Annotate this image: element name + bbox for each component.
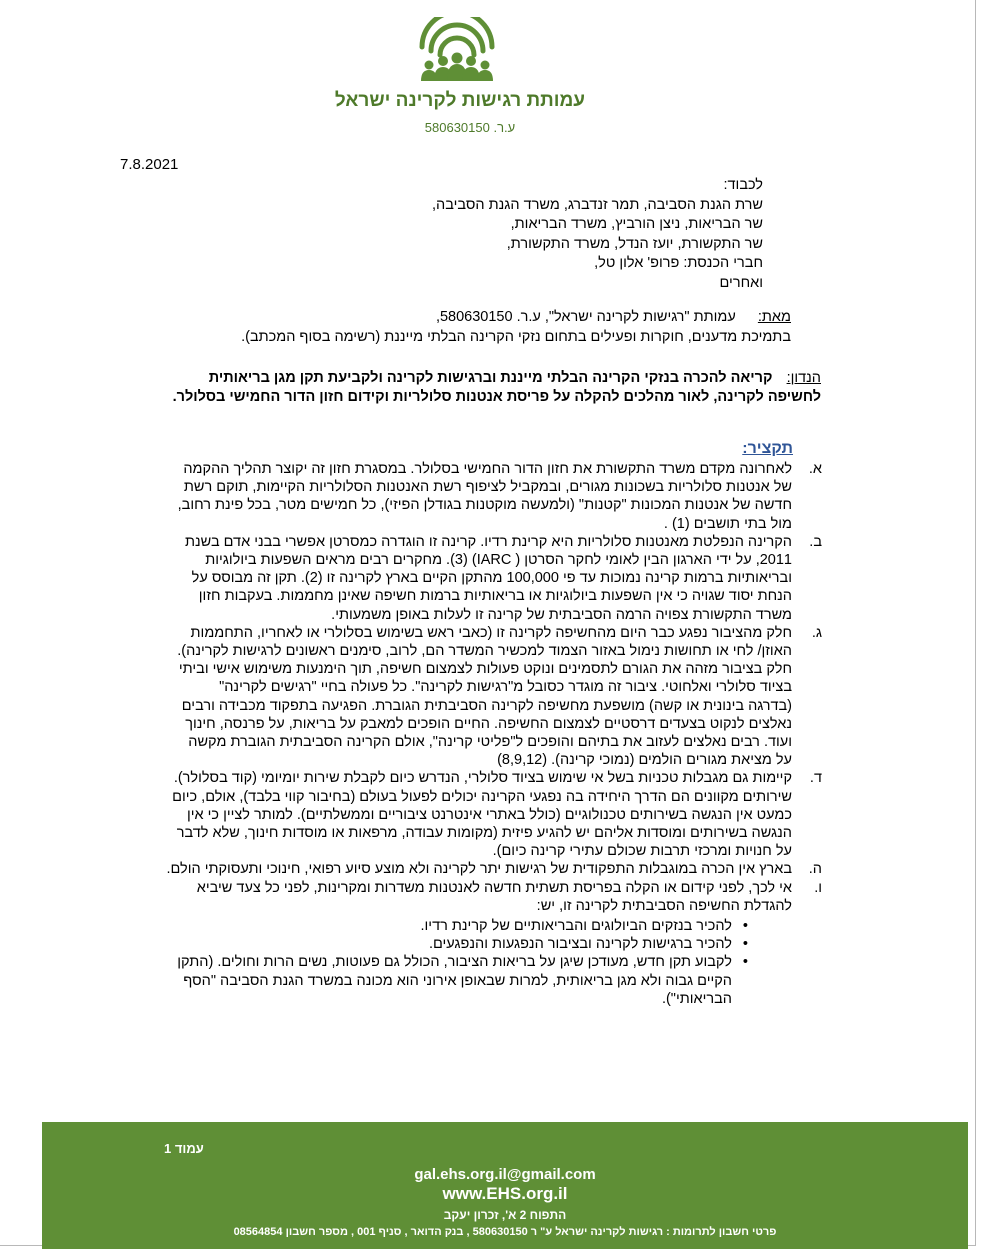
- item-text-line: חלק מהציבור נפגע כבר היום מהחשיפה לקרינה זו (כאבי ראש בשימוש בסלולרי או לאחריו, התחממות: [190, 624, 792, 641]
- item-text-line: 2011, על ידי הארגון הבין לאומי לחקר הסרטן ( IARC) (3). מחקרים רבים מראים השפעות ביולוגיות: [205, 552, 792, 569]
- item-text-line: האוזן/ לחי או תחושות נימול באזור הצמוד למכשיר המשדר הם, לרוב, סימנים ראשונים לרגישות לקרינה).: [177, 643, 792, 660]
- item-text-line: כמעט אין הנגשה בשירותים טכנולוגיים (כולל באתרי אינטרנט ציבוריים וממשלתיים). למותר לציין כי אין: [187, 806, 792, 823]
- from-text: עמותת "רגישות לקרינה ישראל", ע.ר. 580630150,: [435, 309, 736, 325]
- from-support: בתמיכת מדענים, חוקרות ופעילים בתחום נזקי הקרינה הבלתי מייננת (רשימה בסוף המכתב).: [241, 328, 791, 345]
- recipient-line: חברי הכנסת: פרופ' אלון טל,: [594, 255, 763, 271]
- bullet-list: [100, 917, 792, 1008]
- summary-item: [100, 879, 822, 1008]
- item-text-line: לאחרונה מקדם משרד התקשורת את חזון הדור החמישי בסלולר. במסגרת חזון זה יקוצר תהליך ההקמה: [183, 461, 792, 477]
- item-text-line: על מציאת מגורים הולמים (נמוכי קרינה). (8,9,12): [497, 752, 792, 769]
- item-marker: א.: [808, 461, 822, 477]
- bullet-text-line: • לקבוע תקן חדש, מעודכן שיגן על בריאות הציבור, הכולל גם פעוטות, נשים הרות וחולים. (התקן: [177, 954, 732, 971]
- item-text-line: קיימות גם מגבלות טכניות בשל אי שימוש בציוד סלולרי, הנדרש כיום לקבלת שירות יומיומי (קוד בסלולר).: [173, 770, 792, 787]
- recipient-line: שר התקשורת, יועז הנדל, משרד התקשורת,: [506, 235, 763, 252]
- subject-block: [101, 369, 821, 407]
- item-text-line: שירותים מקוונים הם הדרך היחידה בה נפגעי הקרינה יכולים לפעול בעולם (בחיבור קווי בלבד), אולם, כיום: [172, 788, 792, 805]
- summary-item: [100, 769, 822, 860]
- recipient-line: לכבוד:: [723, 177, 763, 193]
- from-block: [71, 308, 791, 347]
- from-label: מאת:: [757, 309, 791, 325]
- footer-email: gal.ehs.org.il@gmail.com: [414, 1166, 596, 1183]
- summary-item: [100, 860, 822, 878]
- item-text-line: הנחת יסוד שגויה כי אין השפעות ביולוגיות או בריאותיות ברמות חשיפה שאינן מחממות. בעקבות חזון: [198, 588, 792, 605]
- from-line: [71, 308, 791, 328]
- bullet-text-line: • להכיר בנזקים הביולוגים והבריאותיים של קרינת רדיו.: [420, 918, 732, 935]
- recipients-block: [143, 176, 763, 293]
- item-text-line: בציוד סלולרי ואלחוטי. ציבור זה מוגדר כסובל מ"רגישות לקרינה". כל פעולה בחיי "רגישים לקרינה": [219, 679, 792, 696]
- item-marker: ג.: [811, 624, 822, 641]
- item-text-line: חלק בציבור מזהה את הגורם לתסמינים ונוקט פעולות לצמצום חשיפה, תוך הימנעות משימוש אישי וביתי: [178, 661, 792, 678]
- subject-label: הנדון:: [786, 370, 821, 386]
- item-text-line: ועוד. רבים נאלצים לעזוב את בתיהם והופכים ל"פליטי קרינה", אולם הקרינה הסביבתית הגוברת מקשה: [188, 734, 792, 751]
- item-marker: ד.: [809, 770, 822, 787]
- footer-bank-details: פרטי חשבון לתרומות : רגישות לקרינה ישראל ע" ר 580630150 , בנק הדואר , סניף 001 , מספר חשבון 08564854: [233, 1226, 777, 1238]
- letter-date: 7.8.2021: [120, 156, 179, 173]
- summary-item: [100, 533, 822, 624]
- item-text-line: של אנטנות סלולריות בשכונות מגורים, ובמקביל לציפוף רשת האנטנות הסלולריות הקיימות, תוקם רשת: [183, 479, 792, 496]
- bullet-item: [100, 953, 792, 1008]
- item-marker: ב.: [809, 533, 822, 550]
- item-text-line: הקרינה הנפלטת מאנטנות סלולריות היא קרינת רדיו. קרינה זו הוגדרה כמסרטן אפשרי בבני אדם בשנת: [184, 533, 792, 550]
- item-marker: ה.: [808, 861, 822, 878]
- summary-item: [100, 624, 822, 770]
- summary-heading: תקציר:: [742, 440, 793, 457]
- bullet-text-line: הקיים גבוה ולא מגן בריאותית, למרות שבאופן אירוני הוא מכונה במשרד הגנת הסביבה "הסף: [183, 972, 732, 989]
- item-text-line: על חנויות ומרכזי תרבות שכולם עתירי קרינה כיום).: [492, 843, 792, 860]
- item-text-line: הנגשה בשירותים ומוסדות אליהם יש להגיע פיזית (מקומות עבודה, מרפאות או מוסדות חינוך, שלא לדבר: [176, 825, 792, 842]
- item-text-line: נאלצים לנקוט בצעדים דרסטיים לצמצום החשיפה. החיים הופכים למאבק על בריאות, על פרנסה, חינוך: [185, 715, 792, 732]
- item-text-line: (בדרגה בינונית או קשה) מושפעת מחשיפה לקרינה הסביבתית הגוברת. הפגיעה בתפקוד מכבידה ורבים: [181, 697, 792, 714]
- item-text-line: אי לכך, לפני קידום או הקלה בפריסת תשתית חדשה לאנטנות משדרות ומקרינות, לפני כל צעד שיביא: [196, 879, 792, 896]
- item-text-line: ובריאותיות ברמות קרינה נמוכות עד פי 100,000 מהתקן הקיים בארץ לקרינה זו (2). תקן זה מבוסס על: [191, 570, 792, 587]
- org-name: עמותת רגישות לקרינה ישראל: [334, 90, 586, 111]
- org-registration: ע.ר. 580630150: [424, 120, 516, 135]
- summary-item: [100, 460, 822, 533]
- item-text-line: חדשה של אנטנות המכונות "קטנות" (ולמעשה מוקטנות בגודלן הפיזי), כל חמישים מטר, בכל פינת רחוב,: [177, 497, 792, 514]
- recipient-line: ואחרים: [719, 274, 763, 291]
- footer: [42, 1122, 968, 1249]
- bullet-item: [100, 917, 792, 935]
- footer-website: www.EHS.org.il: [442, 1184, 568, 1203]
- recipient-line: שרת הגנת הסביבה, תמר זנדברג, משרד הגנת הסביבה,: [432, 196, 763, 213]
- item-text-line: להגדלת החשיפה הסביבתית לקרינה זו, יש:: [536, 897, 792, 914]
- footer-address: התפוח 2 א', זכרון יעקב: [443, 1208, 567, 1222]
- bullet-item: [100, 935, 792, 953]
- subject-text-continued: לחשיפה לקרינה, לאור מהלכים להקלה על פריסת אנטנות סלולריות וקידום חזון הדור החמישי בסלולר.: [172, 389, 821, 405]
- item-marker: ו.: [814, 879, 822, 896]
- people-signal-icon: [418, 17, 496, 83]
- page-number: עמוד 1: [164, 1141, 204, 1156]
- bullet-text-line: • להכיר ברגישות לקרינה ובציבור הנפגעות והנפגעים.: [428, 936, 732, 953]
- subject-text: קריאה להכרה בנזקי הקרינה הבלתי מייננת וברגישות לקרינה ולקביעת תקן מגן בריאותית: [208, 370, 773, 386]
- recipient-line: שר הבריאות, ניצן הורביץ, משרד הבריאות,: [510, 216, 763, 232]
- summary-items: [100, 460, 822, 1008]
- bullet-text-line: הבריאותי").: [661, 990, 732, 1007]
- item-text-line: משרד התקשורת צפויה הרמה הסביבתית של קרינה זו לעלות באופן משמעותי.: [331, 606, 792, 623]
- subject-line: [101, 369, 821, 388]
- item-text-line: מול בתי תושבים (1) .: [663, 515, 792, 532]
- item-text-line: בארץ אין הכרה במוגבלות התפקודית של רגישות יתר לקרינה ולא מוצע סיוע רפואי, חינוכי ותעסוקתי הולם.: [166, 861, 792, 878]
